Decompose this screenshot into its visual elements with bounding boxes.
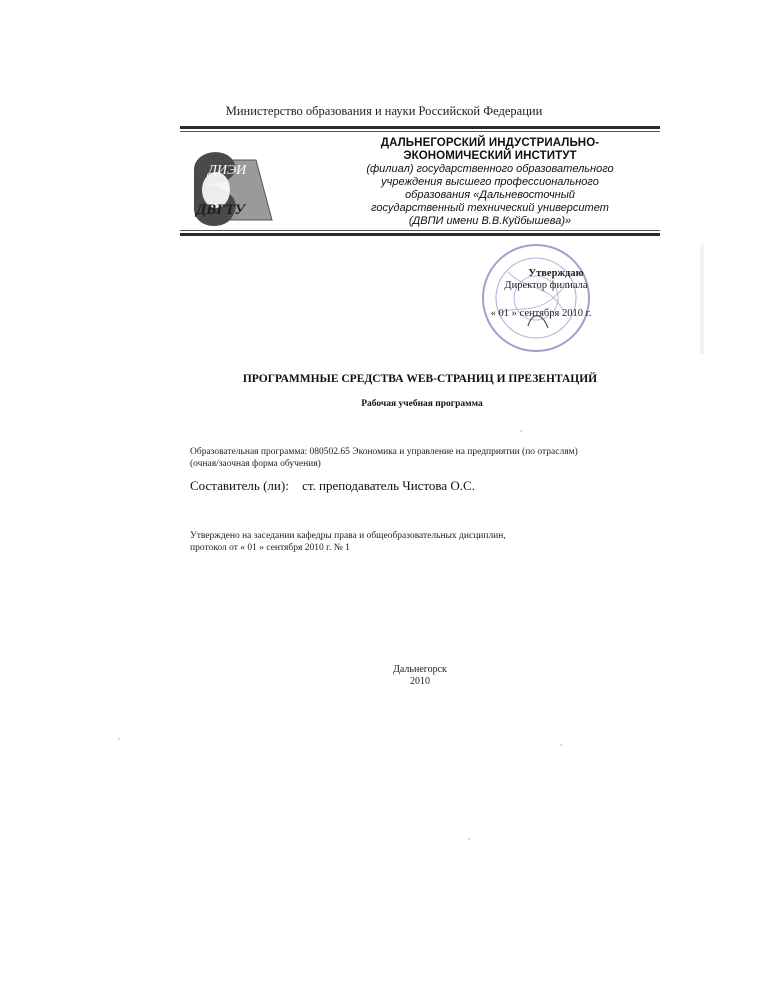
round-seal-icon bbox=[468, 242, 608, 354]
ministry-header: Министерство образования и науки Российской Федерации bbox=[225, 104, 543, 118]
document-title: ПРОГРАММНЫЕ СРЕДСТВА WEB-СТРАНИЦ И ПРЕЗЕНТАЦИЙ bbox=[242, 373, 598, 385]
logo-emblem-icon bbox=[186, 140, 278, 232]
scan-speck bbox=[520, 430, 522, 432]
institute-name-block bbox=[330, 137, 650, 228]
header-rule-top-thin bbox=[180, 131, 660, 132]
author-label: Составитель (ли): bbox=[190, 478, 289, 493]
logo-bottom-text: ДВГТУ bbox=[196, 202, 245, 218]
scan-speck bbox=[118, 738, 120, 740]
approval-note-line1: Утверждено на заседании кафедры права и общеобразовательных дисциплин, bbox=[190, 531, 506, 541]
header-rule-bottom-thin bbox=[180, 230, 660, 231]
institute-sub-line2: учреждения высшего профессионального bbox=[381, 176, 599, 188]
institute-title-line1: ДАЛЬНЕГОРСКИЙ ИНДУСТРИАЛЬНО- bbox=[380, 137, 600, 149]
logo-top-text: ДИЭИ bbox=[208, 163, 247, 178]
scan-speck bbox=[560, 744, 562, 746]
header-rule-top bbox=[180, 126, 660, 129]
footer-city: Дальнегорск bbox=[393, 664, 447, 675]
institute-logo bbox=[186, 140, 278, 232]
approval-note bbox=[190, 530, 650, 554]
stamp-director-label: Директор филиала bbox=[504, 280, 588, 291]
institute-title-line2: ЭКОНОМИЧЕСКИЙ ИНСТИТУТ bbox=[403, 150, 577, 162]
education-program bbox=[190, 446, 650, 470]
footer-place-year bbox=[0, 664, 768, 688]
stamp-approve-label: Утверждаю bbox=[528, 268, 584, 279]
header-rule-bottom bbox=[180, 233, 660, 236]
scan-speck bbox=[468, 838, 470, 840]
scan-edge-mark bbox=[700, 244, 704, 354]
approval-stamp bbox=[468, 242, 608, 354]
author-value: ст. преподаватель Чистова О.С. bbox=[302, 478, 475, 493]
institute-sub-line5: (ДВПИ имени В.В.Куйбышева)» bbox=[408, 215, 572, 227]
education-program-line1: Образовательная программа: 080502.65 Экономика и управление на предприятии (по отраслям) bbox=[190, 447, 578, 457]
stamp-date: « 01 » сентября 2010 г. bbox=[490, 308, 592, 319]
approval-note-line2: протокол от « 01 » сентября 2010 г. № 1 bbox=[190, 543, 350, 553]
author-row bbox=[190, 478, 475, 494]
institute-sub-line1: (филиал) государственного образовательного bbox=[366, 163, 614, 175]
institute-sub-line3: образования «Дальневосточный bbox=[405, 189, 575, 201]
document-subtitle: Рабочая учебная программа bbox=[361, 399, 483, 409]
education-program-line2: (очная/заочная форма обучения) bbox=[190, 459, 321, 469]
footer-year: 2010 bbox=[410, 676, 430, 687]
institute-sub-line4: государственный технический университет bbox=[371, 202, 609, 214]
